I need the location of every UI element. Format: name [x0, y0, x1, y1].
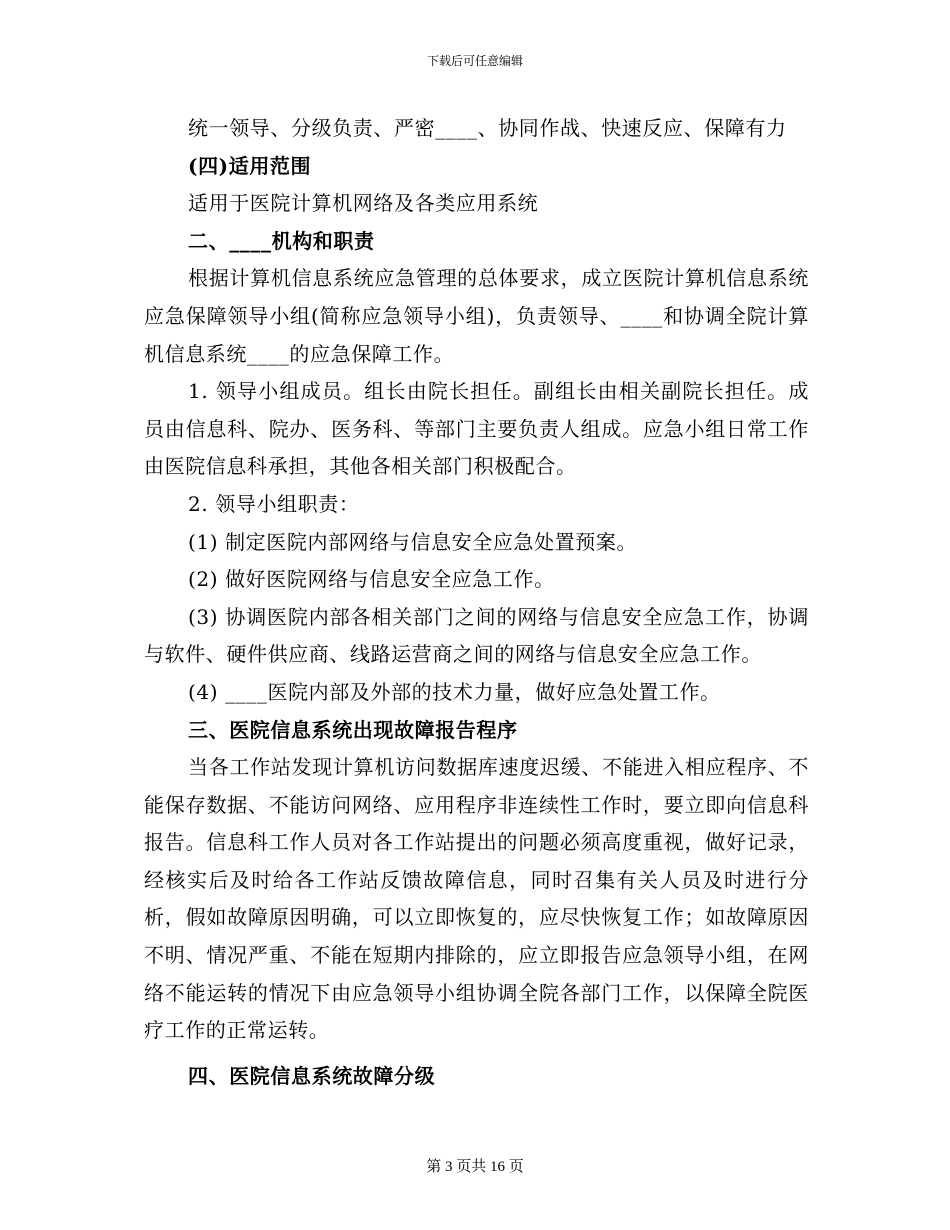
section-heading: 三、医院信息系统出现故障报告程序: [188, 717, 518, 742]
body-paragraph: 统一领导、分级负责、严密____、协同作战、快速反应、保障有力: [188, 116, 787, 140]
document-body: [144, 110, 809, 1095]
list-item: (1) 制定医院内部网络与信息安全应急处置预案。: [188, 529, 638, 554]
list-item: (2) 做好医院网络与信息安全应急工作。: [188, 567, 555, 592]
body-paragraph: 根据计算机信息系统应急管理的总体要求，成立医院计算机信息系统应急保障领导小组(简称应急领导小组)，负责领导、____和协调全院计算机信息系统____的应急保障工作。: [144, 266, 809, 366]
page-header: 下载后可任意编辑: [426, 54, 523, 68]
section-heading: 四、医院信息系统故障分级: [188, 1063, 436, 1088]
list-item: (4) ____医院内部及外部的技术力量，做好应急处置工作。: [188, 679, 721, 704]
body-paragraph: 当各工作站发现计算机访问数据库速度迟缓、不能进入相应程序、不能保存数据、不能访问网络、应用程序非连续性工作时，要立即向信息科报告。信息科工作人员对各工作站提出的问题必须高度重视，做好记录，经核实后及时给各工作站反馈故障信息，同时召集有关人员及时进行分析，假如故障原因明确，可以立即恢复的，应尽快恢复工作；如故障原因不明、情况严重、不能在短期内排除的，应立即报告应急领导小组，在网络不能运转的情况下由应急领导小组协调全院各部门工作，以保障全院医疗工作的正常运转。: [144, 755, 809, 1043]
list-item: (3) 协调医院内部各相关部门之间的网络与信息安全应急工作，协调与软件、硬件供应商、线路运营商之间的网络与信息安全应急工作。: [144, 604, 809, 667]
section-heading: (四)适用范围: [188, 153, 312, 178]
page-footer: 第 3 页共 16 页: [426, 1159, 524, 1175]
body-paragraph: 适用于医院计算机网络及各类应用系统: [188, 191, 539, 216]
body-paragraph: 2. 领导小组职责：: [188, 491, 360, 516]
body-paragraph: 1. 领导小组成员。组长由院长担任。副组长由相关副院长担任。成员由信息科、院办、医务科、等部门主要负责人组成。应急小组日常工作由医院信息科承担，其他各相关部门积极配合。: [144, 379, 809, 479]
section-heading: 二、____机构和职责: [188, 228, 375, 253]
